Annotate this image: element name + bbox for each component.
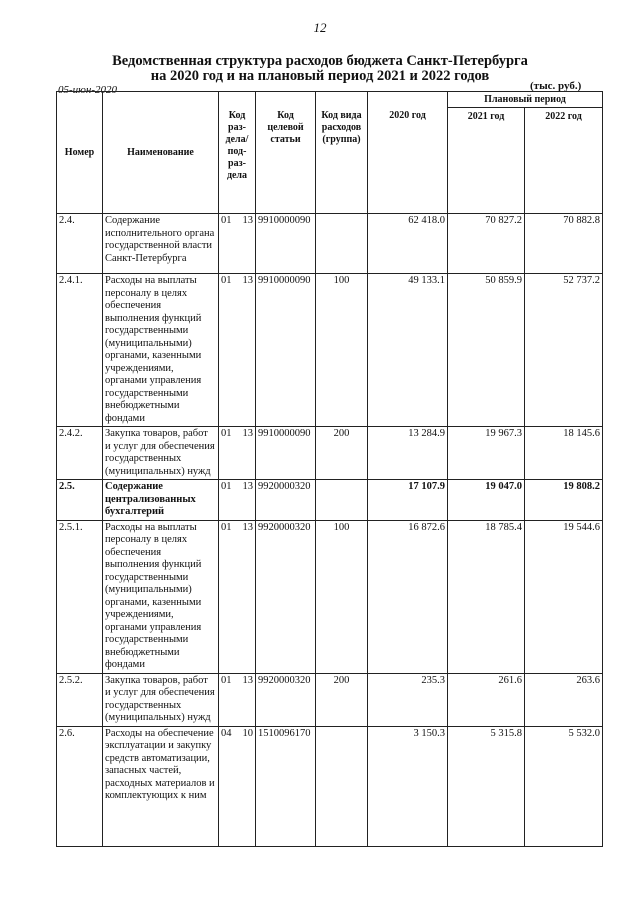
table-row (57, 274, 603, 427)
header-razdel: Код раз-дела/ под-раз-дела (219, 92, 256, 214)
cell-name: Содержание исполнительного органа государственной власти Санкт-Петербурга (103, 214, 219, 274)
cell-target-code: 1510096170 (256, 726, 316, 846)
expenses-table (56, 91, 603, 847)
cell-2022: 5 532.0 (525, 726, 603, 846)
header-2021: 2021 год (448, 108, 525, 214)
cell-nomer: 2.5.2. (57, 673, 103, 726)
table-body (57, 214, 603, 847)
cell-podrazdel-code: 13 (242, 275, 253, 286)
cell-2021: 261.6 (448, 673, 525, 726)
cell-nomer: 2.5. (57, 480, 103, 521)
cell-2022: 52 737.2 (525, 274, 603, 427)
cell-target-code: 9910000090 (256, 214, 316, 274)
cell-razdel (219, 673, 256, 726)
cell-2022: 18 145.6 (525, 427, 603, 480)
cell-expense-type (316, 726, 368, 846)
cell-razdel-code: 01 (221, 275, 232, 286)
cell-2021: 5 315.8 (448, 726, 525, 846)
header-name: Наименование (103, 92, 219, 214)
cell-name: Расходы на выплаты персоналу в целях обеспечения выполнения функций государственными (муниципальными) органами, казенными учреждениями, органами управления государственными внебюджетными фондами (103, 274, 219, 427)
header-target-code: Код целевой статьи (256, 92, 316, 214)
cell-2022: 70 882.8 (525, 214, 603, 274)
cell-name: Закупка товаров, работ и услуг для обеспечения государственных (муниципальных) нужд (103, 427, 219, 480)
cell-target-code: 9910000090 (256, 427, 316, 480)
document-subtitle: на 2020 год и на плановый период 2021 и 2022 годов (150, 68, 490, 84)
document-date: 05-июн-2020 (58, 84, 118, 96)
cell-2021: 18 785.4 (448, 520, 525, 673)
table-row (57, 520, 603, 673)
document-title: Ведомственная структура расходов бюджета Санкт-Петербурга (112, 53, 528, 69)
cell-razdel-code: 01 (221, 521, 232, 533)
cell-razdel-code: 01 (221, 428, 232, 439)
header-planned-period: Плановый период (448, 92, 603, 108)
cell-razdel-code: 01 (221, 481, 232, 492)
cell-target-code: 9910000090 (256, 274, 316, 427)
table-row (57, 480, 603, 521)
cell-2021: 19 967.3 (448, 427, 525, 480)
cell-2020: 3 150.3 (368, 726, 448, 846)
cell-target-code: 9920000320 (256, 520, 316, 673)
header-2020: 2020 год (368, 92, 448, 214)
cell-name: Расходы на выплаты персоналу в целях обеспечения выполнения функций государственными (муниципальными) органами, казенными учреждениями, органами управления государственными внебюджетными фондами (103, 520, 219, 673)
cell-nomer: 2.4.2. (57, 427, 103, 480)
cell-razdel (219, 480, 256, 521)
page-number: 12 (313, 20, 327, 35)
table-row (57, 427, 603, 480)
cell-expense-type: 200 (316, 427, 368, 480)
cell-nomer: 2.4.1. (57, 274, 103, 427)
cell-podrazdel-code: 13 (242, 428, 253, 439)
header-nomer: Номер (57, 92, 103, 214)
cell-podrazdel-code: 13 (242, 481, 253, 492)
cell-name: Расходы на обеспечение эксплуатации и закупку средств автоматизации, запасных частей, расходных материалов и комплектующих к ним (103, 726, 219, 846)
cell-target-code: 9920000320 (256, 480, 316, 521)
cell-2020: 49 133.1 (368, 274, 448, 427)
cell-razdel (219, 726, 256, 846)
cell-2022: 263.6 (525, 673, 603, 726)
cell-2022: 19 808.2 (525, 480, 603, 521)
cell-2020: 235.3 (368, 673, 448, 726)
cell-2020: 62 418.0 (368, 214, 448, 274)
cell-expense-type (316, 480, 368, 521)
cell-razdel (219, 214, 256, 274)
header-2022: 2022 год (525, 108, 603, 214)
units-label: (тыс. руб.) (530, 80, 582, 92)
cell-2021: 70 827.2 (448, 214, 525, 274)
cell-2022: 19 544.6 (525, 520, 603, 673)
cell-podrazdel-code: 10 (242, 727, 253, 739)
cell-nomer: 2.5.1. (57, 520, 103, 673)
cell-podrazdel-code: 13 (242, 674, 253, 686)
cell-nomer: 2.6. (57, 726, 103, 846)
cell-expense-type (316, 214, 368, 274)
cell-target-code: 9920000320 (256, 673, 316, 726)
cell-expense-type: 200 (316, 673, 368, 726)
cell-razdel (219, 427, 256, 480)
table-row (57, 726, 603, 846)
cell-2020: 16 872.6 (368, 520, 448, 673)
cell-razdel-code: 01 (221, 215, 232, 226)
cell-2021: 19 047.0 (448, 480, 525, 521)
cell-2020: 17 107.9 (368, 480, 448, 521)
cell-2021: 50 859.9 (448, 274, 525, 427)
cell-razdel (219, 520, 256, 673)
cell-podrazdel-code: 13 (242, 521, 253, 533)
cell-razdel-code: 01 (221, 674, 232, 686)
cell-razdel (219, 274, 256, 427)
cell-podrazdel-code: 13 (242, 215, 253, 226)
table-row (57, 214, 603, 274)
cell-2020: 13 284.9 (368, 427, 448, 480)
table-header (57, 92, 603, 214)
header-expense-type: Код вида расходов (группа) (316, 92, 368, 214)
cell-name: Закупка товаров, работ и услуг для обеспечения государственных (муниципальных) нужд (103, 673, 219, 726)
cell-expense-type: 100 (316, 520, 368, 673)
cell-razdel-code: 04 (221, 727, 232, 739)
cell-nomer: 2.4. (57, 214, 103, 274)
cell-name: Содержание централизованных бухгалтерий (103, 480, 219, 521)
table-row (57, 673, 603, 726)
cell-expense-type: 100 (316, 274, 368, 427)
